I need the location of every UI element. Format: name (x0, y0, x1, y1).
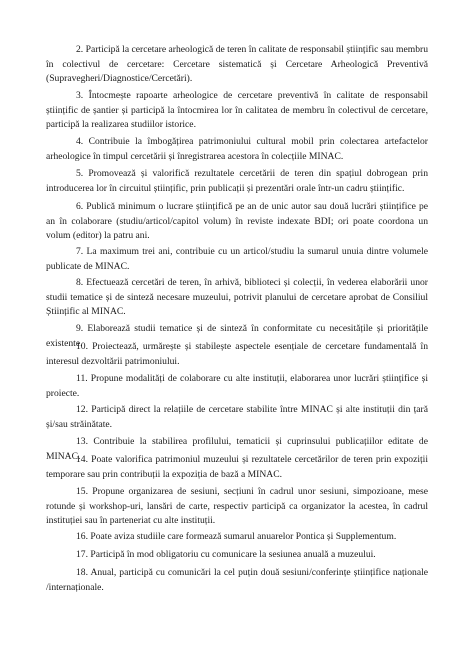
paragraph-18: 18. Anual, participă cu comunicări la cel puțin două sesiuni/conferințe științifice naționale /internaționale. (46, 567, 428, 593)
paragraph-4: 4. Contribuie la îmbogățirea patrimoniului cultural mobil prin colectarea artefactelor arheologice în timpul cercetării și înregistrarea acestora în colecțiile MINAC. (46, 136, 428, 162)
paragraph-10: 10. Proiectează, urmărește și stabilește aspectele esențiale de cercetare fundamentală în interesul dezvoltării patrimoniului. (46, 341, 428, 367)
paragraph-16: 16. Poate aviza studiile care formează sumarul anuarelor Pontica și Supplementum. (76, 531, 397, 542)
paragraph-12: 12. Participă direct la relațiile de cercetare stabilite între MINAC și alte instituții din țară și/sau străinătate. (46, 404, 428, 430)
paragraph-11: 11. Propune modalități de colaborare cu alte instituții, elaborarea unor lucrări științifice și proiecte. (46, 373, 428, 399)
paragraph-9: 9. Elaborează studii tematice și de sinteză în conformitate cu necesitățile și prioritățile existente. (46, 323, 428, 349)
paragraph-7: 7. La maximum trei ani, contribuie cu un articol/studiu la sumarul unuia dintre volumele publicate de MINAC. (46, 246, 428, 272)
paragraph-2: 2. Participă la cercetare arheologică de teren în calitate de responsabil științific sau membru în colectivul de cercetare: Cercetare sistematică și Cercetare Arheologică Preventivă (Supravegheri/Diagnostice/Cercetări). (46, 44, 428, 84)
paragraph-3: 3. Întocmește rapoarte arheologice de cercetare preventivă în calitate de responsabil științific de șantier și participă la întocmirea lor în calitatea de membru în colectivul de cercetare, participă la realizarea studiilor istorice. (46, 90, 428, 130)
paragraph-17: 17. Participă în mod obligatoriu cu comunicare la sesiunea anuală a muzeului. (76, 549, 376, 560)
paragraph-13: 13. Contribuie la stabilirea profilului, tematicii și cuprinsului publicațiilor editate de MINAC. (46, 436, 428, 462)
paragraph-6: 6. Publică minimum o lucrare științifică pe an de unic autor sau două lucrări științifice pe an în colaborare (studiu/articol/capitol volum) în reviste indexate BDI; ori poate coordona un volum (editor) la patru ani. (46, 201, 428, 241)
paragraph-5: 5. Promovează și valorifică rezultatele cercetării de teren din spațiul dobrogean prin introducerea lor în circuitul științific, prin publicații și prezentări orale într-un cadru științific. (46, 168, 428, 194)
paragraph-15: 15. Propune organizarea de sesiuni, secțiuni în cadrul unor sesiuni, simpozioane, mese rotunde și workshop-uri, lansări de carte, respectiv participă ca organizator la acestea, în cadrul instituției sau în parteneriat cu alte instituții. (46, 486, 428, 526)
paragraph-14: 14. Poate valorifica patrimoniul muzeului și rezultatele cercetărilor de teren prin expoziții temporare sau prin contribuții la expoziția de bază a MINAC. (46, 454, 428, 480)
paragraph-8: 8. Efectuează cercetări de teren, în arhivă, biblioteci și colecții, în vederea elaborării unor studii tematice și de sinteză necesare muzeului, potrivit planului de cercetare aprobat de Consiliul Științific al MINAC. (46, 277, 428, 317)
